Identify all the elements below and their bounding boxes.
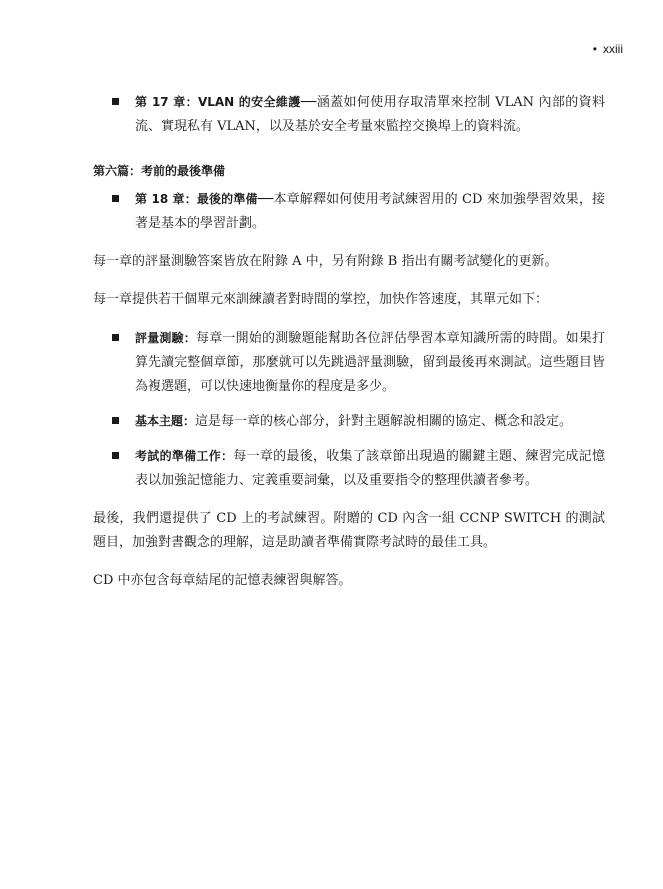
unit-item-foundation bbox=[93, 409, 605, 434]
unit-item-assessment bbox=[93, 326, 605, 399]
unit-description: 這是每一章的核心部分，針對主題解說相關的協定、概念和設定。 bbox=[195, 414, 573, 429]
paragraph-units-intro: 每一章提供若干個單元來訓練讀者對時間的掌控，加快作答速度，其單元如下： bbox=[93, 292, 549, 307]
unit-description: 每一章的最後，收集了該章節出現過的關鍵主題、練習完成記憶表以加強記憶能力、定義重要詞彙，以及重要指令的整理供讀者參考。 bbox=[135, 449, 605, 488]
unit-description: 每章一開始的測驗題能幫助各位評估學習本章知識所需的時間。如果打算先讀完整個章節，那麼就可以先跳過評量測驗，留到最後再來測試。這些題目皆為複選題，可以快速地衡量你的程度是多少。 bbox=[135, 331, 605, 394]
chapter-18-title: 第 18 章：最後的準備 bbox=[135, 192, 258, 206]
paragraph-appendix: 每一章的評量測驗答案皆放在附錄 A 中，另有附錄 B 指出有關考試變化的更新。 bbox=[93, 254, 558, 269]
chapter-18-description: ──本章解釋如何使用考試練習用的 CD 來加強學習效果，接著是基本的學習計劃。 bbox=[135, 192, 605, 231]
page-number bbox=[593, 42, 623, 56]
square-bullet-icon bbox=[112, 98, 119, 105]
chapter-17-item bbox=[93, 90, 605, 139]
page-number-text: xxiii bbox=[603, 42, 623, 56]
chapter-17-title: 第 17 章：VLAN 的安全維護 bbox=[135, 95, 301, 109]
unit-item-exam-prep bbox=[93, 444, 605, 493]
chapter-18-item bbox=[93, 187, 605, 236]
chapter-17-description: ──涵蓋如何使用存取清單來控制 VLAN 內部的資料流、實現私有 VLAN，以及基於安全考量來監控交換埠上的資料流。 bbox=[135, 95, 606, 134]
page-marker-bullet: • bbox=[592, 42, 597, 56]
unit-term: 基本主題： bbox=[135, 414, 196, 428]
paragraph-cd-exam: 最後，我們還提供了 CD 上的考試練習。附贈的 CD 內含一組 CCNP SWITCH 的測試題目，加強對書觀念的理解，這是助讀者準備實際考試時的最佳工具。 bbox=[93, 511, 605, 550]
part-6-heading: 第六篇：考前的最後準備 bbox=[93, 164, 226, 178]
page-content bbox=[93, 90, 605, 593]
unit-term: 評量測驗： bbox=[135, 331, 196, 345]
square-bullet-icon bbox=[112, 334, 119, 341]
unit-term: 考試的準備工作： bbox=[135, 449, 234, 463]
square-bullet-icon bbox=[112, 452, 119, 459]
square-bullet-icon bbox=[112, 195, 119, 202]
square-bullet-icon bbox=[112, 417, 119, 424]
paragraph-cd-memory-tables: CD 中亦包含每章結尾的記憶表練習與解答。 bbox=[93, 573, 352, 588]
